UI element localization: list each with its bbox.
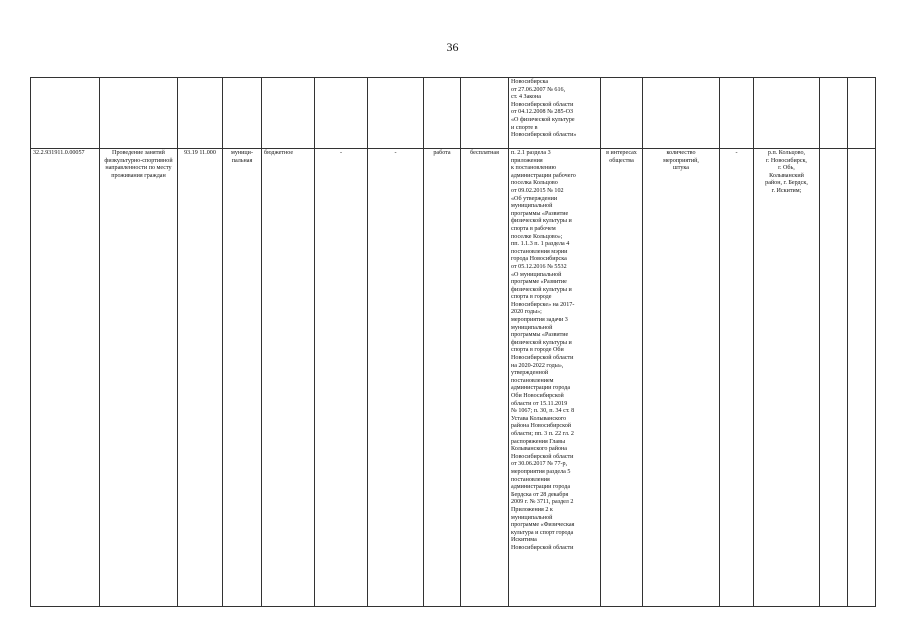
table-row (31, 149, 876, 607)
payment-cell: бесплатная (461, 149, 509, 607)
empty-dash-cell: - (368, 149, 424, 607)
page-number: 36 (446, 40, 459, 54)
okved-cell: 93.19 11.000 (178, 149, 223, 607)
services-table (30, 77, 876, 607)
service-name-cell: Проведение занятий физкультурно-спортивной направленности по месту проживания граждан (100, 149, 178, 607)
table-row (31, 78, 876, 149)
consumers-cell: в интересах общества (601, 149, 643, 607)
legal-basis-cell: Новосибирска от 27.06.2007 № 616, ст. 4 Закона Новосибирской области от 04.12.2008 № 285-ОЗ «О физической культуре и спорте в Новосибирской области» (509, 78, 601, 149)
empty-cell (848, 149, 876, 607)
institution-type-cell: муници- пальная (223, 149, 262, 607)
legal-basis-cell: п. 2.1 раздела 3 приложения к постановлению администрации рабочего поселка Кольцово от 09.02.2015 № 102 «Об утверждении муниципальной программы «Развитие физической культуры и спорта в рабочем поселке Кольцово»; пп. 1.1.3 п. 1 раздела 4 постановления мэрии города Новосибирска от 05.12.2016 № 5532 «О муниципальной программе «Развитие физической культуры и спорта в городе Новосибирске» на 2017- 2020 годы»; мероприятия задачи 3 муниципальной программы «Развитие физической культуры и спорта в городе Оби Новосибирской области на 2020-2022 годы», утвержденной постановлением администрации города Оби Новосибирской области от 15.11.2019 № 1067; п. 30, п. 34 ст. 8 Устава Колыванского района Новосибирской области; пп. 3 п. 22 гл. 2 распоряжения Главы Колыванского района Новосибирской области от 30.06.2017 № 77-р, мероприятия раздела 5 постановления администрации города Бердска от 28 декабря 2009 г. № 3711, раздел 2 Приложения 2 к муниципальной программе «Физическая культура и спорт города Искитима Новосибирской области (509, 149, 601, 607)
registry-code-cell: 32.2.931911.0.00057 (31, 149, 100, 607)
empty-dash-cell: - (315, 149, 368, 607)
territory-cell: р.п. Кольцово, г. Новосибирск, г. Обь, Колыванский район, г. Бердск, г. Искитим; (754, 149, 820, 607)
empty-cell (820, 149, 848, 607)
empty-dash-cell: - (720, 149, 754, 607)
indicator-cell: количество мероприятий, штука (643, 149, 720, 607)
service-type-cell: работа (424, 149, 461, 607)
institution-kind-cell: бюджетное (262, 149, 315, 607)
